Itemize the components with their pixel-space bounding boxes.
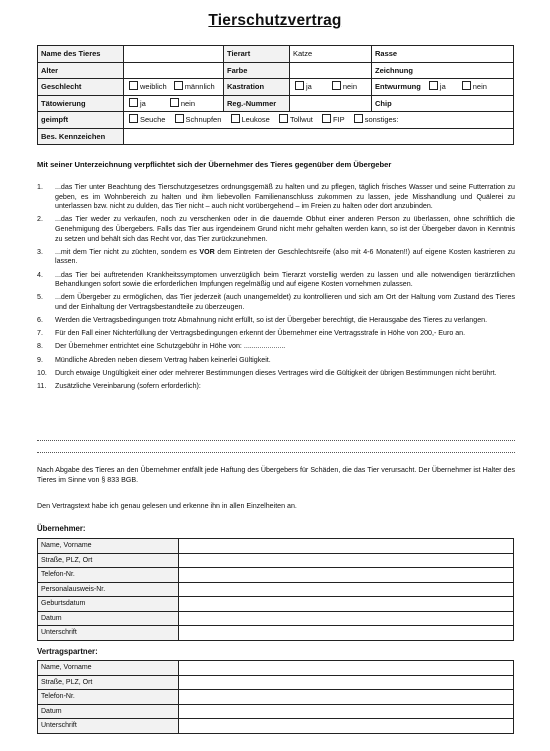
features-field[interactable] <box>124 128 514 145</box>
deworming-no-label: nein <box>472 82 487 92</box>
page-title: Tierschutzvertrag <box>208 12 342 29</box>
clause-number: 3. <box>37 247 43 256</box>
row-label: Name, Vorname <box>38 539 179 554</box>
clause-number: 7. <box>37 329 43 338</box>
table-row <box>38 539 514 554</box>
row-label: Unterschrift <box>38 626 179 641</box>
checkbox-deworming-yes[interactable] <box>429 81 438 90</box>
row-label: Telefon-Nr. <box>38 568 179 583</box>
animal-data-table <box>37 45 514 145</box>
table-row <box>38 626 514 641</box>
row-input[interactable] <box>179 539 514 554</box>
row-input[interactable] <box>179 690 514 705</box>
table-row <box>38 112 514 129</box>
checkbox-tattoo-yes[interactable] <box>129 98 138 107</box>
liability-text: Nach Abgabe des Tieres an den Übernehmer entfällt jede Haftung des Übergebers für Schäden, die das Tier verursacht. Der Übernehmer ist Halter des Tieres im Sinne von § 833 BGB. <box>37 466 515 484</box>
checkbox-vacc-seuche[interactable] <box>129 114 138 123</box>
table-row <box>38 704 514 719</box>
vaccination-options <box>124 112 514 129</box>
checkbox-deworming-no[interactable] <box>462 81 471 90</box>
row-input[interactable] <box>179 626 514 641</box>
clause-text: ...das Tier unter Beachtung des Tierschutzgesetzes ordnungsgemäß zu halten und zu pflegen, täglich frisches Wasser und seine Futterration zu geben, es im Wohnbereich zu halten und ihm liebevollen Familienanschluss zukommen zu lassen, jede Misshandlung und Quälerei zu unterlassen bzw. nicht zu dulden, das Tier nicht – auch nicht vorübergehend – im Freien zu halten oder dort anzubinden. <box>55 183 515 211</box>
table-row <box>38 553 514 568</box>
clause-text: ...dem Übergeber zu ermöglichen, das Tier jederzeit (auch unangemeldet) zu kontrollieren und sich am Ort der Haltung vom Zustand des Tieres und der Einhaltung der Vertragsbestandteile zu überzeugen. <box>55 293 515 311</box>
deworming-label: Entwurmung <box>375 82 421 92</box>
checkbox-vacc-tollwut[interactable] <box>279 114 288 123</box>
row-label: Telefon-Nr. <box>38 690 179 705</box>
tattoo-label: Tätowierung <box>38 95 124 112</box>
row-label: Straße, PLZ, Ort <box>38 675 179 690</box>
row-label: Name, Vorname <box>38 661 179 676</box>
vacc-option-label: sonstiges: <box>364 115 399 125</box>
breed-cell[interactable] <box>372 46 514 63</box>
table-row <box>38 597 514 612</box>
table-row <box>38 675 514 690</box>
chip-cell[interactable] <box>372 95 514 112</box>
tattoo-yes-label: ja <box>140 98 146 108</box>
castration-options <box>290 79 372 96</box>
vacc-option-label: FIP <box>332 115 345 125</box>
tattoo-no-label: nein <box>180 98 196 108</box>
table-row <box>38 95 514 112</box>
clause-number: 10. <box>37 368 47 377</box>
row-label: Datum <box>38 704 179 719</box>
list-item <box>37 356 515 366</box>
clause-emphasis: VOR <box>199 247 215 256</box>
sex-female-label: weiblich <box>140 82 167 92</box>
clause-text: ...das Tier bei auftretenden Krankheitssymptomen unverzüglich beim Tierarzt vorstellig werden zu lassen und alle notwendigen tierärztlichen Behandlungen sofort sowie die erforderlichen Impfungen regelmäßig und auf eigene Kosten vornehmen zulassen. <box>55 270 515 289</box>
vacc-option-label: Tollwut <box>289 115 313 125</box>
marking-cell[interactable] <box>372 62 514 79</box>
table-row <box>38 719 514 734</box>
table-row <box>38 79 514 96</box>
row-label: Personalausweis-Nr. <box>38 582 179 597</box>
species-field[interactable]: Katze <box>290 46 372 63</box>
vacc-option-label: Schnupfen <box>185 115 222 125</box>
features-label: Bes. Kennzeichen <box>38 128 124 145</box>
clause-text: Durch etwaige Ungültigkeit einer oder mehrerer Bestimmungen dieses Vertrages wird die Gültigkeit der übrigen Bestimmungen nicht berührt. <box>55 368 497 377</box>
clause-number: 1. <box>37 183 43 191</box>
list-item <box>37 183 515 212</box>
checkbox-vacc-schnupfen[interactable] <box>175 114 184 123</box>
receiver-table <box>37 538 514 641</box>
checkbox-vacc-other[interactable] <box>354 114 363 123</box>
row-input[interactable] <box>179 553 514 568</box>
row-input[interactable] <box>179 568 514 583</box>
breed-label: Rasse <box>375 49 398 59</box>
tattoo-options <box>124 95 224 112</box>
row-label: Straße, PLZ, Ort <box>38 553 179 568</box>
list-item <box>37 369 515 379</box>
deworming-cell <box>372 79 514 96</box>
checkbox-castration-yes[interactable] <box>295 81 304 90</box>
color-field[interactable] <box>290 62 372 79</box>
age-label: Alter <box>38 62 124 79</box>
color-label: Farbe <box>224 62 290 79</box>
list-item <box>37 215 515 244</box>
chip-label: Chip <box>375 98 392 108</box>
clause-text: ...mit dem Tier nicht zu züchten, sondern es <box>55 247 200 256</box>
table-row <box>38 611 514 626</box>
castration-label: Kastration <box>224 79 290 96</box>
table-row <box>38 568 514 583</box>
additional-agreement-line[interactable] <box>37 452 515 453</box>
list-item <box>37 271 515 290</box>
additional-agreement-line[interactable] <box>37 440 515 441</box>
sex-label: Geschlecht <box>38 79 124 96</box>
partner-table <box>37 660 514 734</box>
castration-yes-label: ja <box>306 82 312 92</box>
table-row <box>38 582 514 597</box>
row-input[interactable] <box>179 675 514 690</box>
reg-label: Reg.-Nummer <box>224 95 290 112</box>
checkbox-vacc-leukose[interactable] <box>231 114 240 123</box>
table-row <box>38 46 514 63</box>
table-row <box>38 661 514 676</box>
table-row <box>38 128 514 145</box>
row-label: Unterschrift <box>38 719 179 734</box>
clause-number: 4. <box>37 270 43 279</box>
clause-text: Werden die Vertragsbedingungen trotz Abmahnung nicht erfüllt, so ist der Übergeber berechtigt, die Herausgabe des Tieres zu verlangen. <box>55 316 488 325</box>
clause-number: 5. <box>37 293 43 302</box>
age-field[interactable] <box>124 62 224 79</box>
row-input[interactable] <box>179 597 514 612</box>
checkbox-vacc-fip[interactable] <box>322 114 331 123</box>
checkbox-female[interactable] <box>129 81 138 90</box>
list-item <box>37 342 515 352</box>
vaccinated-label: geimpft <box>38 112 124 129</box>
intro-text: Mit seiner Unterzeichnung verpflichtet sich der Übernehmer des Tieres gegenüber dem Übergeber <box>37 160 392 169</box>
checkbox-tattoo-no[interactable] <box>170 98 179 107</box>
partner-heading: Vertragspartner: <box>37 647 98 656</box>
deworming-yes-label: ja <box>439 82 446 92</box>
clauses-list <box>37 183 515 395</box>
marking-label: Zeichnung <box>375 65 413 75</box>
list-item <box>37 329 515 339</box>
clause-text: dem Eintreten der Geschlechtsreife (also mit 4-6 Monaten!!) auf eigene Kosten kastrieren zu lassen. <box>55 247 515 266</box>
castration-no-label: nein <box>342 82 358 92</box>
list-item <box>37 382 515 392</box>
row-input[interactable] <box>179 582 514 597</box>
clause-number: 11. <box>37 382 47 391</box>
clause-number: 9. <box>37 355 43 364</box>
sex-male-label: männlich <box>184 82 215 92</box>
checkbox-castration-no[interactable] <box>332 81 341 90</box>
vacc-option-label: Seuche <box>140 115 166 125</box>
table-row <box>38 62 514 79</box>
clause-text: Zusätzliche Vereinbarung (sofern erforderlich): <box>55 382 201 391</box>
sex-options <box>124 79 224 96</box>
vacc-option-label: Leukose <box>241 115 270 125</box>
reg-field[interactable] <box>290 95 372 112</box>
table-row <box>38 690 514 705</box>
list-item <box>37 248 515 267</box>
read-confirmation-text: Den Vertragstext habe ich genau gelesen und erkenne ihn in allen Einzelheiten an. <box>37 502 297 510</box>
species-label: Tierart <box>224 46 290 63</box>
clause-text: Der Übernehmer entrichtet eine Schutzgebühr in Höhe von: ..................... <box>55 342 286 351</box>
clause-text: ...das Tier weder zu verkaufen, noch zu verschenken oder in die dauernde Obhut einer anderen Person zu überlassen, ohne schriftlich die Genehmigung des Übergebers. Falls das Tier aus irgendeinem Grund nicht mehr gehalten werden kann, so ist der Übergeber davon in Kenntnis zu setzen und behält sich das Recht vor, das Tier zurückzunehmen. <box>55 215 515 243</box>
clause-text: Mündliche Abreden neben diesem Vertrag haben keinerlei Gültigkeit. <box>55 355 271 364</box>
list-item <box>37 293 515 312</box>
checkbox-male[interactable] <box>174 81 183 90</box>
clause-number: 2. <box>37 215 43 224</box>
receiver-heading: Übernehmer: <box>37 524 86 533</box>
list-item <box>37 316 515 326</box>
animal-name-field[interactable] <box>124 46 224 63</box>
row-input[interactable] <box>179 611 514 626</box>
clause-text: Für den Fall einer Nichterfüllung der Vertragsbedingungen erkennt der Übernehmer eine Vertragsstrafe in Höhe von 200,- Euro an. <box>55 329 466 338</box>
clause-number: 8. <box>37 342 43 351</box>
row-label: Datum <box>38 611 179 626</box>
animal-name-label: Name des Tieres <box>38 46 124 63</box>
row-label: Geburtsdatum <box>38 597 179 612</box>
row-input[interactable] <box>179 719 514 734</box>
row-input[interactable] <box>179 704 514 719</box>
row-input[interactable] <box>179 661 514 676</box>
clause-number: 6. <box>37 316 43 325</box>
